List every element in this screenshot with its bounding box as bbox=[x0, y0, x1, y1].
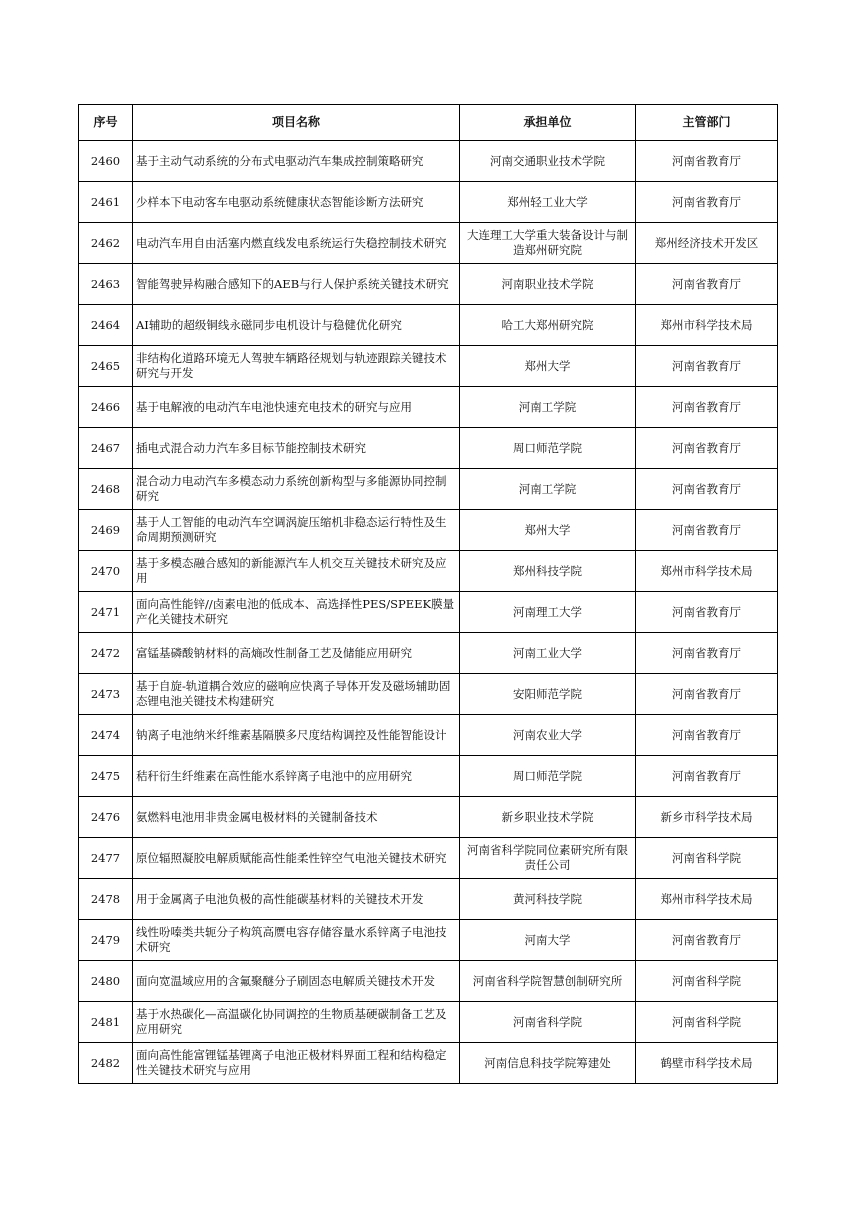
cell-project-name: 钠离子电池纳米纤维素基隔膜多尺度结构调控及性能智能设计 bbox=[133, 715, 460, 756]
cell-serial-no: 2481 bbox=[79, 1002, 133, 1043]
cell-project-name: 电动汽车用自由活塞内燃直线发电系统运行失稳控制技术研究 bbox=[133, 223, 460, 264]
cell-serial-no: 2460 bbox=[79, 141, 133, 182]
cell-undertaking-unit: 河南大学 bbox=[460, 920, 636, 961]
table-row bbox=[79, 141, 778, 182]
cell-undertaking-unit: 河南省科学院智慧创制研究所 bbox=[460, 961, 636, 1002]
table-body bbox=[79, 141, 778, 1084]
cell-serial-no: 2479 bbox=[79, 920, 133, 961]
cell-supervising-dept: 河南省科学院 bbox=[636, 961, 778, 1002]
table-row bbox=[79, 182, 778, 223]
cell-serial-no: 2474 bbox=[79, 715, 133, 756]
cell-undertaking-unit: 周口师范学院 bbox=[460, 428, 636, 469]
cell-supervising-dept: 河南省教育厅 bbox=[636, 346, 778, 387]
header-serial-no: 序号 bbox=[79, 105, 133, 141]
cell-supervising-dept: 河南省科学院 bbox=[636, 1002, 778, 1043]
cell-supervising-dept: 河南省教育厅 bbox=[636, 633, 778, 674]
cell-serial-no: 2465 bbox=[79, 346, 133, 387]
table-row bbox=[79, 797, 778, 838]
cell-serial-no: 2476 bbox=[79, 797, 133, 838]
cell-serial-no: 2464 bbox=[79, 305, 133, 346]
cell-supervising-dept: 河南省教育厅 bbox=[636, 182, 778, 223]
table-row bbox=[79, 715, 778, 756]
cell-undertaking-unit: 河南工学院 bbox=[460, 469, 636, 510]
cell-serial-no: 2462 bbox=[79, 223, 133, 264]
cell-undertaking-unit: 安阳师范学院 bbox=[460, 674, 636, 715]
cell-undertaking-unit: 河南工学院 bbox=[460, 387, 636, 428]
cell-supervising-dept: 河南省教育厅 bbox=[636, 141, 778, 182]
cell-supervising-dept: 河南省教育厅 bbox=[636, 469, 778, 510]
cell-supervising-dept: 郑州经济技术开发区 bbox=[636, 223, 778, 264]
cell-undertaking-unit: 河南省科学院同位素研究所有限责任公司 bbox=[460, 838, 636, 879]
table-row bbox=[79, 592, 778, 633]
cell-undertaking-unit: 周口师范学院 bbox=[460, 756, 636, 797]
table-row bbox=[79, 346, 778, 387]
cell-supervising-dept: 郑州市科学技术局 bbox=[636, 305, 778, 346]
cell-project-name: 原位辐照凝胶电解质赋能高性能柔性锌空气电池关键技术研究 bbox=[133, 838, 460, 879]
cell-supervising-dept: 河南省教育厅 bbox=[636, 715, 778, 756]
table-row bbox=[79, 387, 778, 428]
table-row bbox=[79, 756, 778, 797]
cell-undertaking-unit: 郑州科技学院 bbox=[460, 551, 636, 592]
cell-undertaking-unit: 新乡职业技术学院 bbox=[460, 797, 636, 838]
cell-supervising-dept: 郑州市科学技术局 bbox=[636, 551, 778, 592]
cell-project-name: 面向高性能锌//卤素电池的低成本、高选择性PES/SPEEK膜量产化关键技术研究 bbox=[133, 592, 460, 633]
cell-serial-no: 2467 bbox=[79, 428, 133, 469]
cell-project-name: 氨燃料电池用非贵金属电极材料的关键制备技术 bbox=[133, 797, 460, 838]
table-row bbox=[79, 510, 778, 551]
cell-undertaking-unit: 黄河科技学院 bbox=[460, 879, 636, 920]
cell-undertaking-unit: 大连理工大学重大装备设计与制造郑州研究院 bbox=[460, 223, 636, 264]
cell-serial-no: 2468 bbox=[79, 469, 133, 510]
cell-project-name: AI辅助的超级铜线永磁同步电机设计与稳健优化研究 bbox=[133, 305, 460, 346]
cell-project-name: 秸秆衍生纤维素在高性能水系锌离子电池中的应用研究 bbox=[133, 756, 460, 797]
cell-undertaking-unit: 河南省科学院 bbox=[460, 1002, 636, 1043]
cell-serial-no: 2470 bbox=[79, 551, 133, 592]
cell-serial-no: 2471 bbox=[79, 592, 133, 633]
cell-project-name: 基于主动气动系统的分布式电驱动汽车集成控制策略研究 bbox=[133, 141, 460, 182]
cell-project-name: 线性吩嗪类共轭分子构筑高赝电容存储容量水系锌离子电池技术研究 bbox=[133, 920, 460, 961]
cell-supervising-dept: 河南省教育厅 bbox=[636, 592, 778, 633]
cell-undertaking-unit: 哈工大郑州研究院 bbox=[460, 305, 636, 346]
cell-undertaking-unit: 河南理工大学 bbox=[460, 592, 636, 633]
cell-serial-no: 2475 bbox=[79, 756, 133, 797]
table-row bbox=[79, 551, 778, 592]
cell-undertaking-unit: 郑州大学 bbox=[460, 346, 636, 387]
cell-undertaking-unit: 河南工业大学 bbox=[460, 633, 636, 674]
cell-serial-no: 2478 bbox=[79, 879, 133, 920]
cell-supervising-dept: 河南省教育厅 bbox=[636, 264, 778, 305]
cell-serial-no: 2469 bbox=[79, 510, 133, 551]
table-row bbox=[79, 469, 778, 510]
cell-undertaking-unit: 河南交通职业技术学院 bbox=[460, 141, 636, 182]
header-project-name: 项目名称 bbox=[133, 105, 460, 141]
cell-supervising-dept: 河南省教育厅 bbox=[636, 510, 778, 551]
table-row bbox=[79, 428, 778, 469]
cell-serial-no: 2463 bbox=[79, 264, 133, 305]
cell-undertaking-unit: 郑州轻工业大学 bbox=[460, 182, 636, 223]
table-header bbox=[79, 105, 778, 141]
table-row bbox=[79, 264, 778, 305]
cell-project-name: 混合动力电动汽车多模态动力系统创新构型与多能源协同控制研究 bbox=[133, 469, 460, 510]
cell-supervising-dept: 河南省教育厅 bbox=[636, 756, 778, 797]
cell-supervising-dept: 河南省教育厅 bbox=[636, 428, 778, 469]
cell-project-name: 基于水热碳化—高温碳化协同调控的生物质基硬碳制备工艺及应用研究 bbox=[133, 1002, 460, 1043]
cell-undertaking-unit: 郑州大学 bbox=[460, 510, 636, 551]
cell-undertaking-unit: 河南职业技术学院 bbox=[460, 264, 636, 305]
cell-supervising-dept: 河南省教育厅 bbox=[636, 920, 778, 961]
cell-project-name: 基于多模态融合感知的新能源汽车人机交互关键技术研究及应用 bbox=[133, 551, 460, 592]
table-row bbox=[79, 1002, 778, 1043]
cell-project-name: 基于人工智能的电动汽车空调涡旋压缩机非稳态运行特性及生命周期预测研究 bbox=[133, 510, 460, 551]
cell-project-name: 面向高性能富锂锰基锂离子电池正极材料界面工程和结构稳定性关键技术研究与应用 bbox=[133, 1043, 460, 1084]
table-row bbox=[79, 305, 778, 346]
cell-project-name: 少样本下电动客车电驱动系统健康状态智能诊断方法研究 bbox=[133, 182, 460, 223]
table-row bbox=[79, 633, 778, 674]
table-row bbox=[79, 879, 778, 920]
table-row bbox=[79, 1043, 778, 1084]
cell-project-name: 富锰基磷酸钠材料的高熵改性制备工艺及储能应用研究 bbox=[133, 633, 460, 674]
cell-supervising-dept: 鹤壁市科学技术局 bbox=[636, 1043, 778, 1084]
table-row bbox=[79, 674, 778, 715]
cell-project-name: 面向宽温域应用的含氟聚醚分子刷固态电解质关键技术开发 bbox=[133, 961, 460, 1002]
table-row bbox=[79, 961, 778, 1002]
cell-project-name: 插电式混合动力汽车多目标节能控制技术研究 bbox=[133, 428, 460, 469]
header-supervising-dept: 主管部门 bbox=[636, 105, 778, 141]
cell-serial-no: 2466 bbox=[79, 387, 133, 428]
cell-undertaking-unit: 河南信息科技学院筹建处 bbox=[460, 1043, 636, 1084]
header-undertaking-unit: 承担单位 bbox=[460, 105, 636, 141]
cell-serial-no: 2477 bbox=[79, 838, 133, 879]
table-row bbox=[79, 920, 778, 961]
cell-serial-no: 2473 bbox=[79, 674, 133, 715]
cell-project-name: 智能驾驶异构融合感知下的AEB与行人保护系统关键技术研究 bbox=[133, 264, 460, 305]
cell-supervising-dept: 河南省教育厅 bbox=[636, 387, 778, 428]
table-row bbox=[79, 838, 778, 879]
project-table bbox=[78, 104, 778, 1084]
cell-project-name: 非结构化道路环境无人驾驶车辆路径规划与轨迹跟踪关键技术研究与开发 bbox=[133, 346, 460, 387]
cell-serial-no: 2472 bbox=[79, 633, 133, 674]
cell-serial-no: 2482 bbox=[79, 1043, 133, 1084]
cell-supervising-dept: 郑州市科学技术局 bbox=[636, 879, 778, 920]
cell-project-name: 基于自旋-轨道耦合效应的磁响应快离子导体开发及磁场辅助固态锂电池关键技术构建研究 bbox=[133, 674, 460, 715]
cell-project-name: 基于电解液的电动汽车电池快速充电技术的研究与应用 bbox=[133, 387, 460, 428]
cell-undertaking-unit: 河南农业大学 bbox=[460, 715, 636, 756]
cell-serial-no: 2480 bbox=[79, 961, 133, 1002]
cell-supervising-dept: 新乡市科学技术局 bbox=[636, 797, 778, 838]
cell-supervising-dept: 河南省教育厅 bbox=[636, 674, 778, 715]
header-row bbox=[79, 105, 778, 141]
cell-supervising-dept: 河南省科学院 bbox=[636, 838, 778, 879]
table-row bbox=[79, 223, 778, 264]
cell-project-name: 用于金属离子电池负极的高性能碳基材料的关键技术开发 bbox=[133, 879, 460, 920]
cell-serial-no: 2461 bbox=[79, 182, 133, 223]
